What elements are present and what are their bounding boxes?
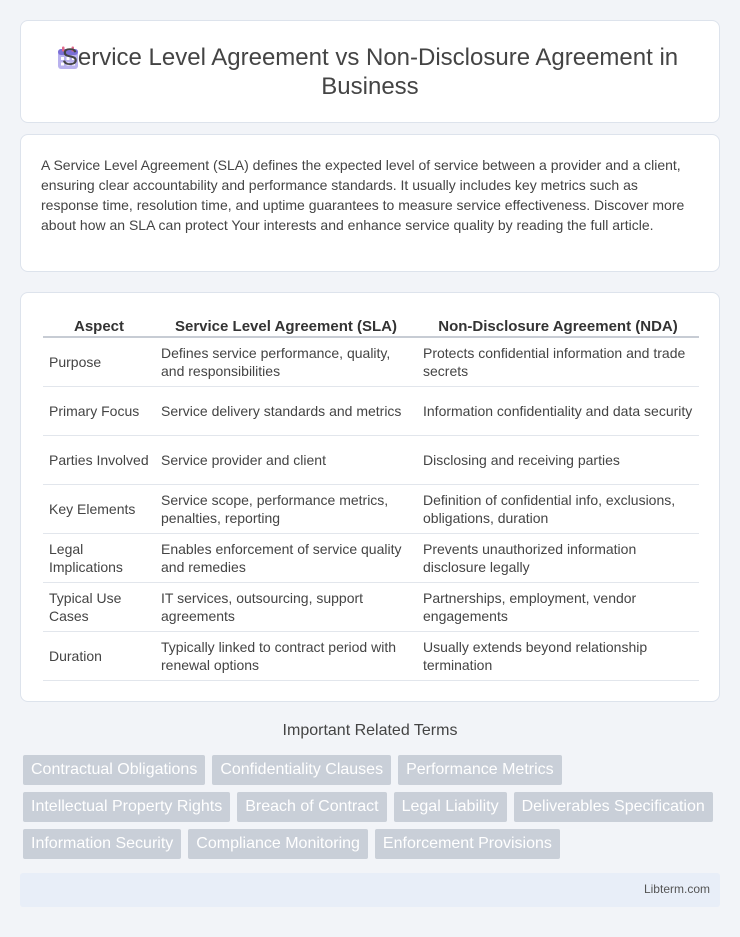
table-row <box>43 534 699 583</box>
related-term-tag[interactable]: Information Security <box>23 829 181 859</box>
cell-sla: Enables enforcement of service quality and remedies <box>155 534 417 583</box>
cell-sla: Service scope, performance metrics, penalties, reporting <box>155 485 417 534</box>
related-term-tag[interactable]: Confidentiality Clauses <box>212 755 391 785</box>
tag-row <box>23 755 723 785</box>
table-row <box>43 338 699 387</box>
comparison-card <box>20 292 720 702</box>
cell-nda: Prevents unauthorized information disclosure legally <box>417 534 699 583</box>
related-term-tag[interactable]: Contractual Obligations <box>23 755 205 785</box>
table-row <box>43 436 699 485</box>
related-term-tag[interactable]: Intellectual Property Rights <box>23 792 230 822</box>
cell-aspect: Parties Involved <box>43 436 155 485</box>
cell-sla: Service provider and client <box>155 436 417 485</box>
table-row <box>43 387 699 436</box>
related-term-tag[interactable]: Enforcement Provisions <box>375 829 560 859</box>
table-row <box>43 583 699 632</box>
page-title: Service Level Agreement vs Non-Disclosure Agreement in Business <box>61 44 679 100</box>
cell-nda: Disclosing and receiving parties <box>417 436 699 485</box>
related-term-tag[interactable]: Performance Metrics <box>398 755 562 785</box>
header-card <box>20 20 720 123</box>
cell-nda: Information confidentiality and data security <box>417 387 699 436</box>
cell-aspect: Typical Use Cases <box>43 583 155 632</box>
tag-row <box>23 829 723 859</box>
related-term-tag[interactable]: Compliance Monitoring <box>188 829 368 859</box>
cell-nda: Definition of confidential info, exclusions, obligations, duration <box>417 485 699 534</box>
cell-nda: Partnerships, employment, vendor engagements <box>417 583 699 632</box>
header-aspect: Aspect <box>43 315 155 338</box>
related-term-tag[interactable]: Legal Liability <box>394 792 507 822</box>
cell-aspect: Key Elements <box>43 485 155 534</box>
comparison-table <box>43 315 699 681</box>
cell-sla: Service delivery standards and metrics <box>155 387 417 436</box>
table-row <box>43 632 699 681</box>
cell-aspect: Purpose <box>43 338 155 387</box>
cell-sla: IT services, outsourcing, support agreements <box>155 583 417 632</box>
cell-aspect: Duration <box>43 632 155 681</box>
cell-aspect: Primary Focus <box>43 387 155 436</box>
cell-aspect: Legal Implications <box>43 534 155 583</box>
header-nda: Non-Disclosure Agreement (NDA) <box>417 315 699 338</box>
intro-card <box>20 134 720 272</box>
cell-sla: Defines service performance, quality, and responsibilities <box>155 338 417 387</box>
cell-sla: Typically linked to contract period with renewal options <box>155 632 417 681</box>
table-header-row <box>43 315 699 338</box>
cell-nda: Usually extends beyond relationship termination <box>417 632 699 681</box>
header-sla: Service Level Agreement (SLA) <box>155 315 417 338</box>
tag-row <box>23 792 723 822</box>
related-term-tag[interactable]: Breach of Contract <box>237 792 386 822</box>
related-terms-list <box>23 755 723 866</box>
related-terms-title: Important Related Terms <box>282 722 458 739</box>
table-row <box>43 485 699 534</box>
intro-paragraph: A Service Level Agreement (SLA) defines the expected level of service between a provider and a client, ensuring clear accountability and performance standards. It usually includes key metrics such as response time, resolution time, and uptime guarantees to measure service effectiveness. Discover more about how an SLA can protect Your interests and enhance service quality by reading the full article. <box>41 157 685 233</box>
cell-nda: Protects confidential information and trade secrets <box>417 338 699 387</box>
footer-site-link[interactable]: Libterm.com <box>643 882 710 896</box>
footer-bar <box>20 873 720 907</box>
related-term-tag[interactable]: Deliverables Specification <box>514 792 713 822</box>
